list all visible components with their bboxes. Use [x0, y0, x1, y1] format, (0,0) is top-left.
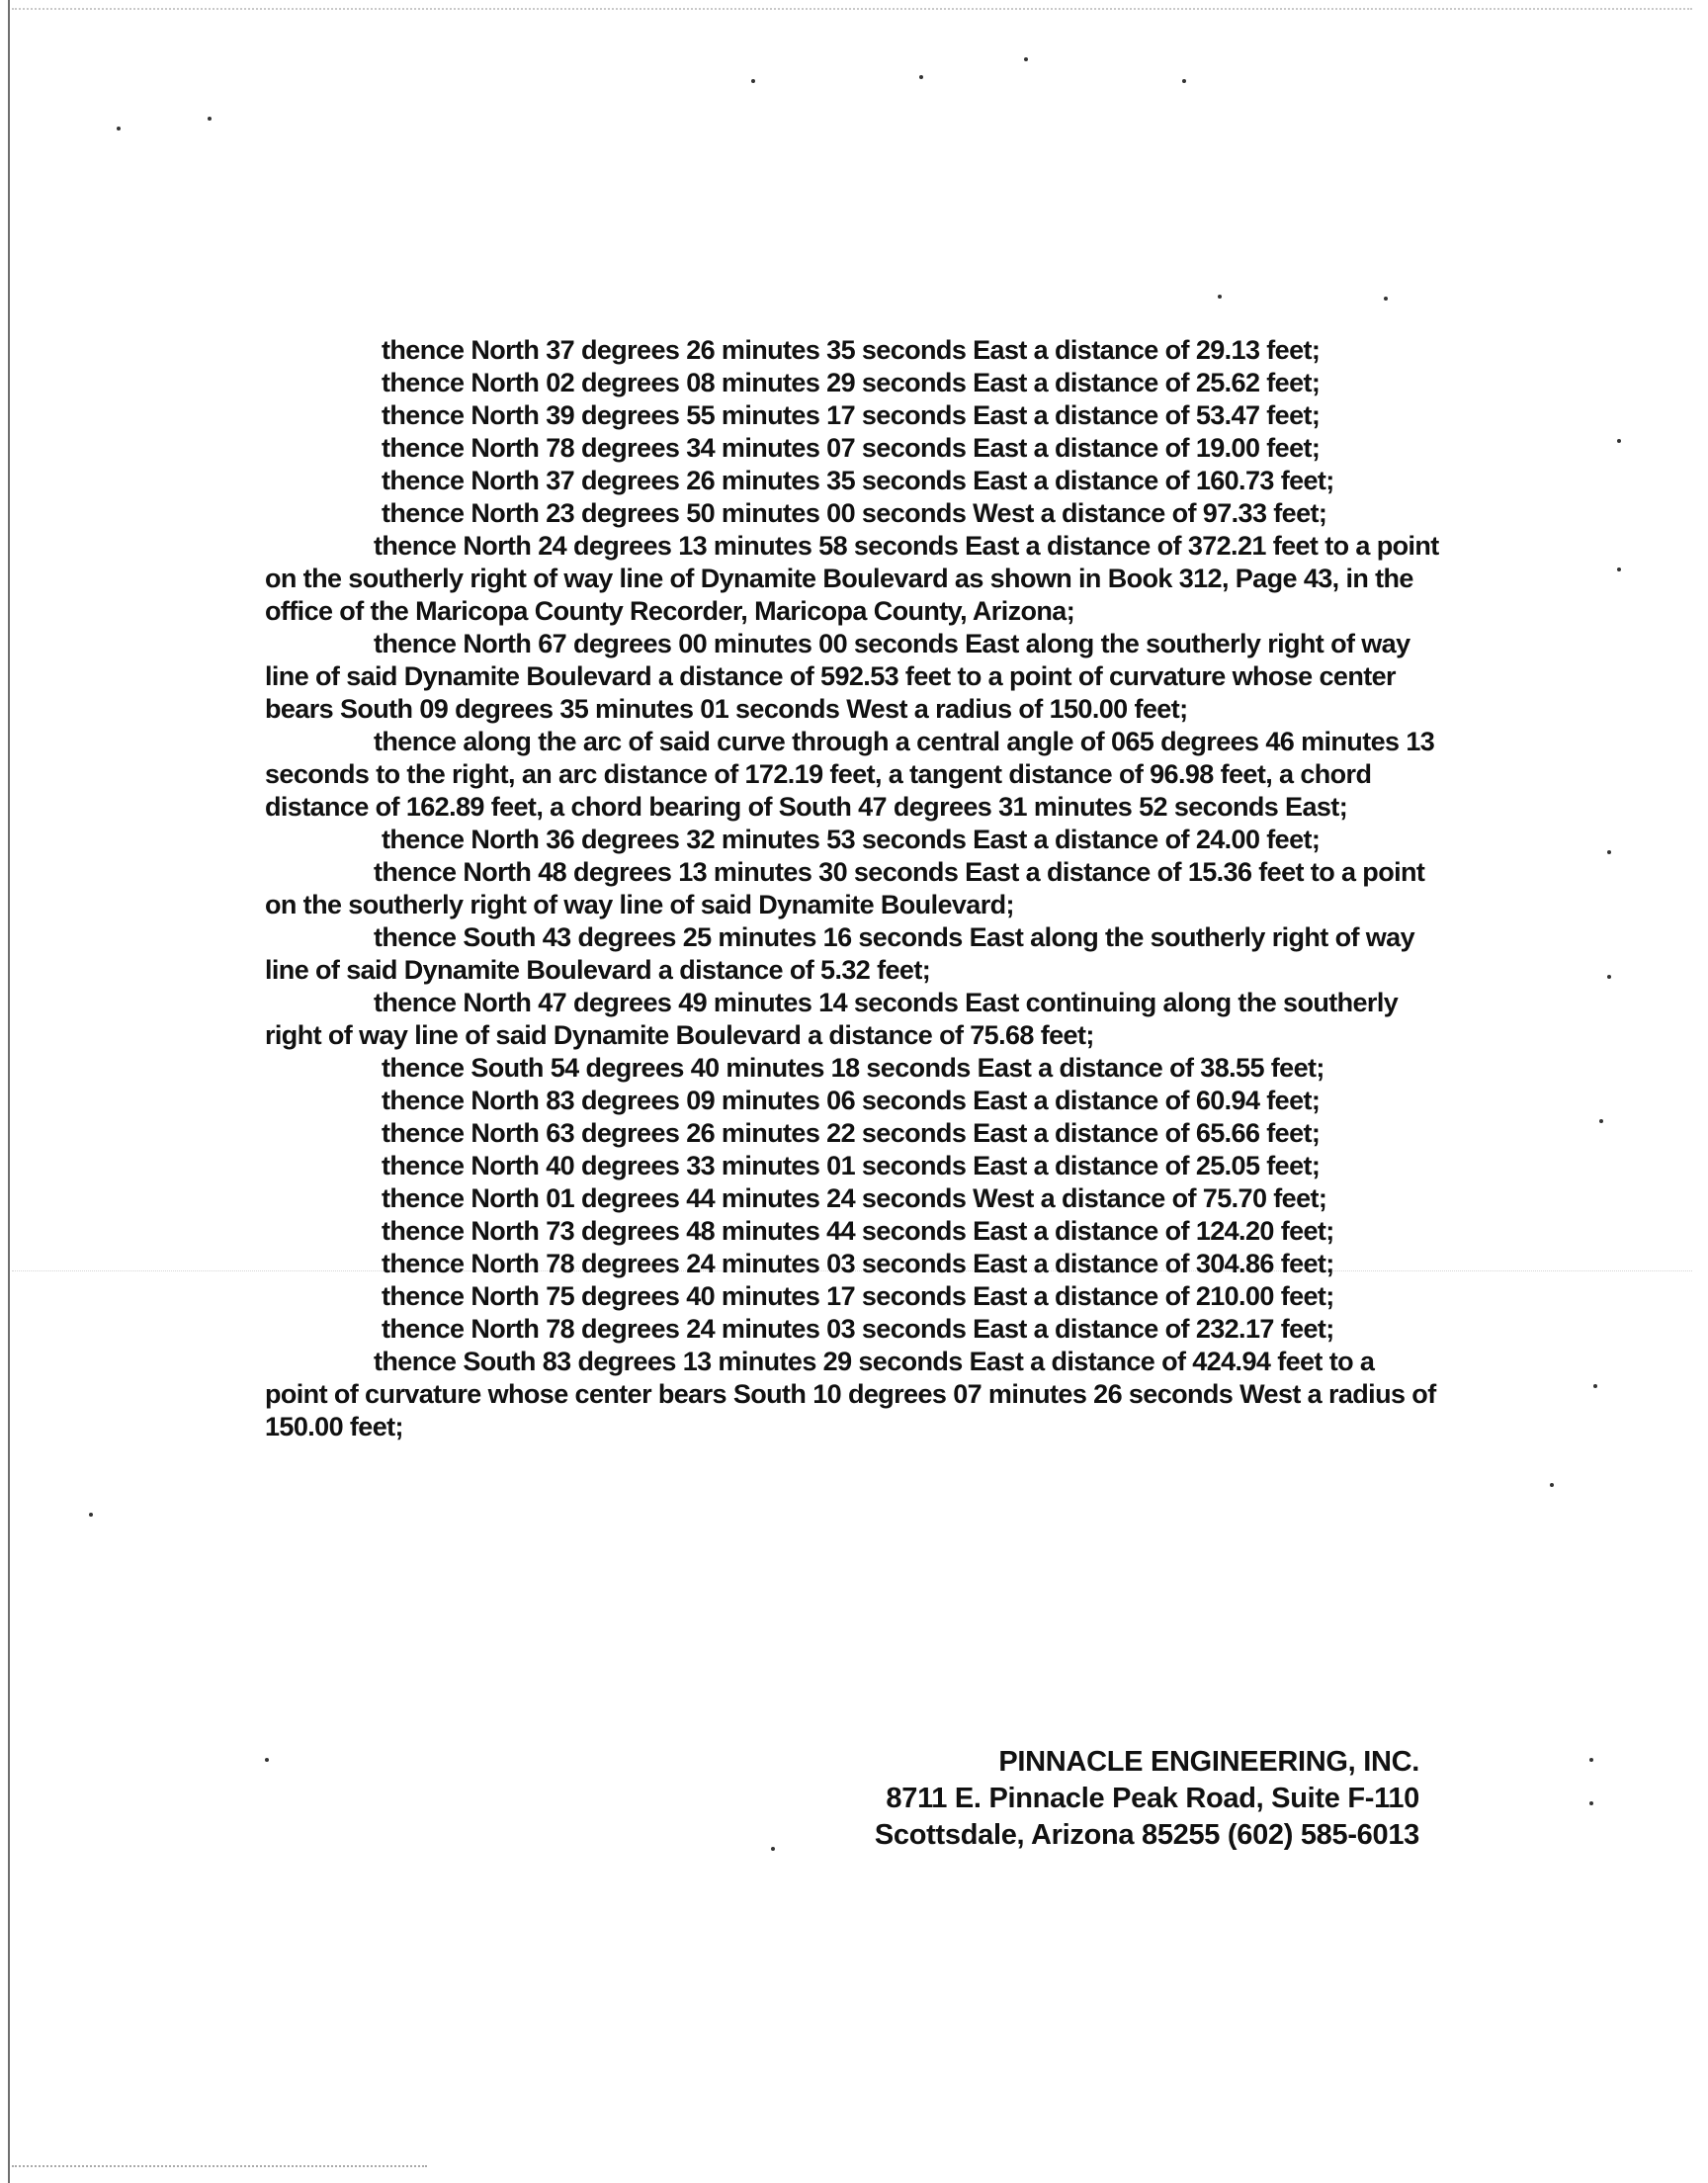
course-line: thence North 73 degrees 48 minutes 44 seconds East a distance of 124.20 feet; [382, 1216, 1334, 1246]
course-line: thence North 23 degrees 50 minutes 00 seconds West a distance of 97.33 feet; [382, 498, 1327, 528]
course-paragraph: thence South 83 degrees 13 minutes 29 seconds East a distance of 424.94 feet to a point of curvature whose center bears South 10 degrees 07 minutes 26 seconds West a radius of 150.00 feet; [265, 1347, 1436, 1441]
scan-speck [1182, 79, 1186, 83]
course-line: thence North 37 degrees 26 minutes 35 seconds East a distance of 29.13 feet; [382, 335, 1321, 365]
company-address: 8711 E. Pinnacle Peak Road, Suite F-110 [886, 1783, 1419, 1814]
course-line: thence North 39 degrees 55 minutes 17 seconds East a distance of 53.47 feet; [382, 400, 1321, 430]
scan-speck [751, 79, 755, 83]
course-line: thence North 40 degrees 33 minutes 01 seconds East a distance of 25.05 feet; [382, 1151, 1321, 1180]
course-paragraph: thence North 48 degrees 13 minutes 30 seconds East a distance of 15.36 feet to a point on the southerly right of way line of said Dynamite Boulevard; [265, 857, 1425, 919]
course-paragraph: thence North 47 degrees 49 minutes 14 seconds East continuing along the southerly right of way line of said Dynamite Boulevard a distance of 75.68 feet; [265, 988, 1399, 1050]
scan-speck [771, 1847, 775, 1851]
scan-speck [1218, 295, 1222, 299]
scan-speck [1550, 1483, 1554, 1487]
course-group-a [265, 334, 1441, 530]
scan-artifact-bottom [12, 2165, 427, 2167]
course-group-c [265, 1052, 1441, 1346]
legal-description [265, 334, 1441, 1443]
curve-paragraph: thence along the arc of said curve through a central angle of 065 degrees 46 minutes 13 seconds to the right, an arc distance of 172.19 feet, a tangent distance of 96.98 feet, a chord distance of 162.89 feet, a chord bearing of South 47 degrees 31 minutes 52 seconds East; [265, 727, 1435, 822]
course-line: thence North 83 degrees 09 minutes 06 seconds East a distance of 60.94 feet; [382, 1086, 1321, 1115]
company-signature-block [820, 1744, 1419, 1854]
course-line: thence North 01 degrees 44 minutes 24 seconds West a distance of 75.70 feet; [382, 1183, 1327, 1213]
scan-speck [1593, 1384, 1597, 1388]
course-line: thence North 37 degrees 26 minutes 35 seconds East a distance of 160.73 feet; [382, 466, 1334, 495]
scan-speck [208, 117, 212, 121]
course-paragraph: thence North 67 degrees 00 minutes 00 seconds East along the southerly right of way line of said Dynamite Boulevard a distance of 592.53 feet to a point of curvature whose center bears South 09 degrees 35 minutes 01 seconds West a radius of 150.00 feet; [265, 629, 1410, 724]
scan-speck [265, 1758, 269, 1762]
scan-speck [1024, 57, 1028, 61]
scan-speck [1589, 1801, 1593, 1805]
company-city-phone: Scottsdale, Arizona 85255 (602) 585-6013 [874, 1819, 1419, 1851]
scan-speck [1589, 1758, 1593, 1762]
course-line: thence North 78 degrees 24 minutes 03 seconds East a distance of 304.86 feet; [382, 1249, 1334, 1278]
scan-speck [919, 75, 923, 79]
company-name: PINNACLE ENGINEERING, INC. [998, 1746, 1419, 1778]
course-paragraph: thence North 24 degrees 13 minutes 58 seconds East a distance of 372.21 feet to a point on the southerly right of way line of Dynamite Boulevard as shown in Book 312, Page 43, in the office of the Maricopa County Recorder, Maricopa County, Arizona; [265, 531, 1439, 626]
course-line: thence North 63 degrees 26 minutes 22 seconds East a distance of 65.66 feet; [382, 1118, 1321, 1148]
scan-speck [1599, 1119, 1603, 1123]
scan-speck [117, 127, 121, 131]
course-line: thence South 54 degrees 40 minutes 18 seconds East a distance of 38.55 feet; [382, 1053, 1324, 1083]
course-paragraph: thence South 43 degrees 25 minutes 16 seconds East along the southerly right of way line of said Dynamite Boulevard a distance of 5.32 feet; [265, 922, 1414, 985]
course-line: thence North 78 degrees 24 minutes 03 seconds East a distance of 232.17 feet; [382, 1314, 1334, 1344]
course-line: thence North 36 degrees 32 minutes 53 seconds East a distance of 24.00 feet; [382, 825, 1321, 854]
scan-speck [1607, 850, 1611, 854]
scan-artifact-top [12, 8, 1692, 10]
scan-page-edge [8, 0, 10, 2183]
course-line: thence North 78 degrees 34 minutes 07 seconds East a distance of 19.00 feet; [382, 433, 1321, 463]
scan-speck [1384, 297, 1388, 301]
scan-speck [89, 1513, 93, 1517]
scan-speck [1617, 439, 1621, 443]
course-line: thence North 02 degrees 08 minutes 29 seconds East a distance of 25.62 feet; [382, 368, 1321, 397]
course-line: thence North 75 degrees 40 minutes 17 seconds East a distance of 210.00 feet; [382, 1281, 1334, 1311]
scan-speck [1607, 975, 1611, 979]
scan-speck [1617, 568, 1621, 571]
